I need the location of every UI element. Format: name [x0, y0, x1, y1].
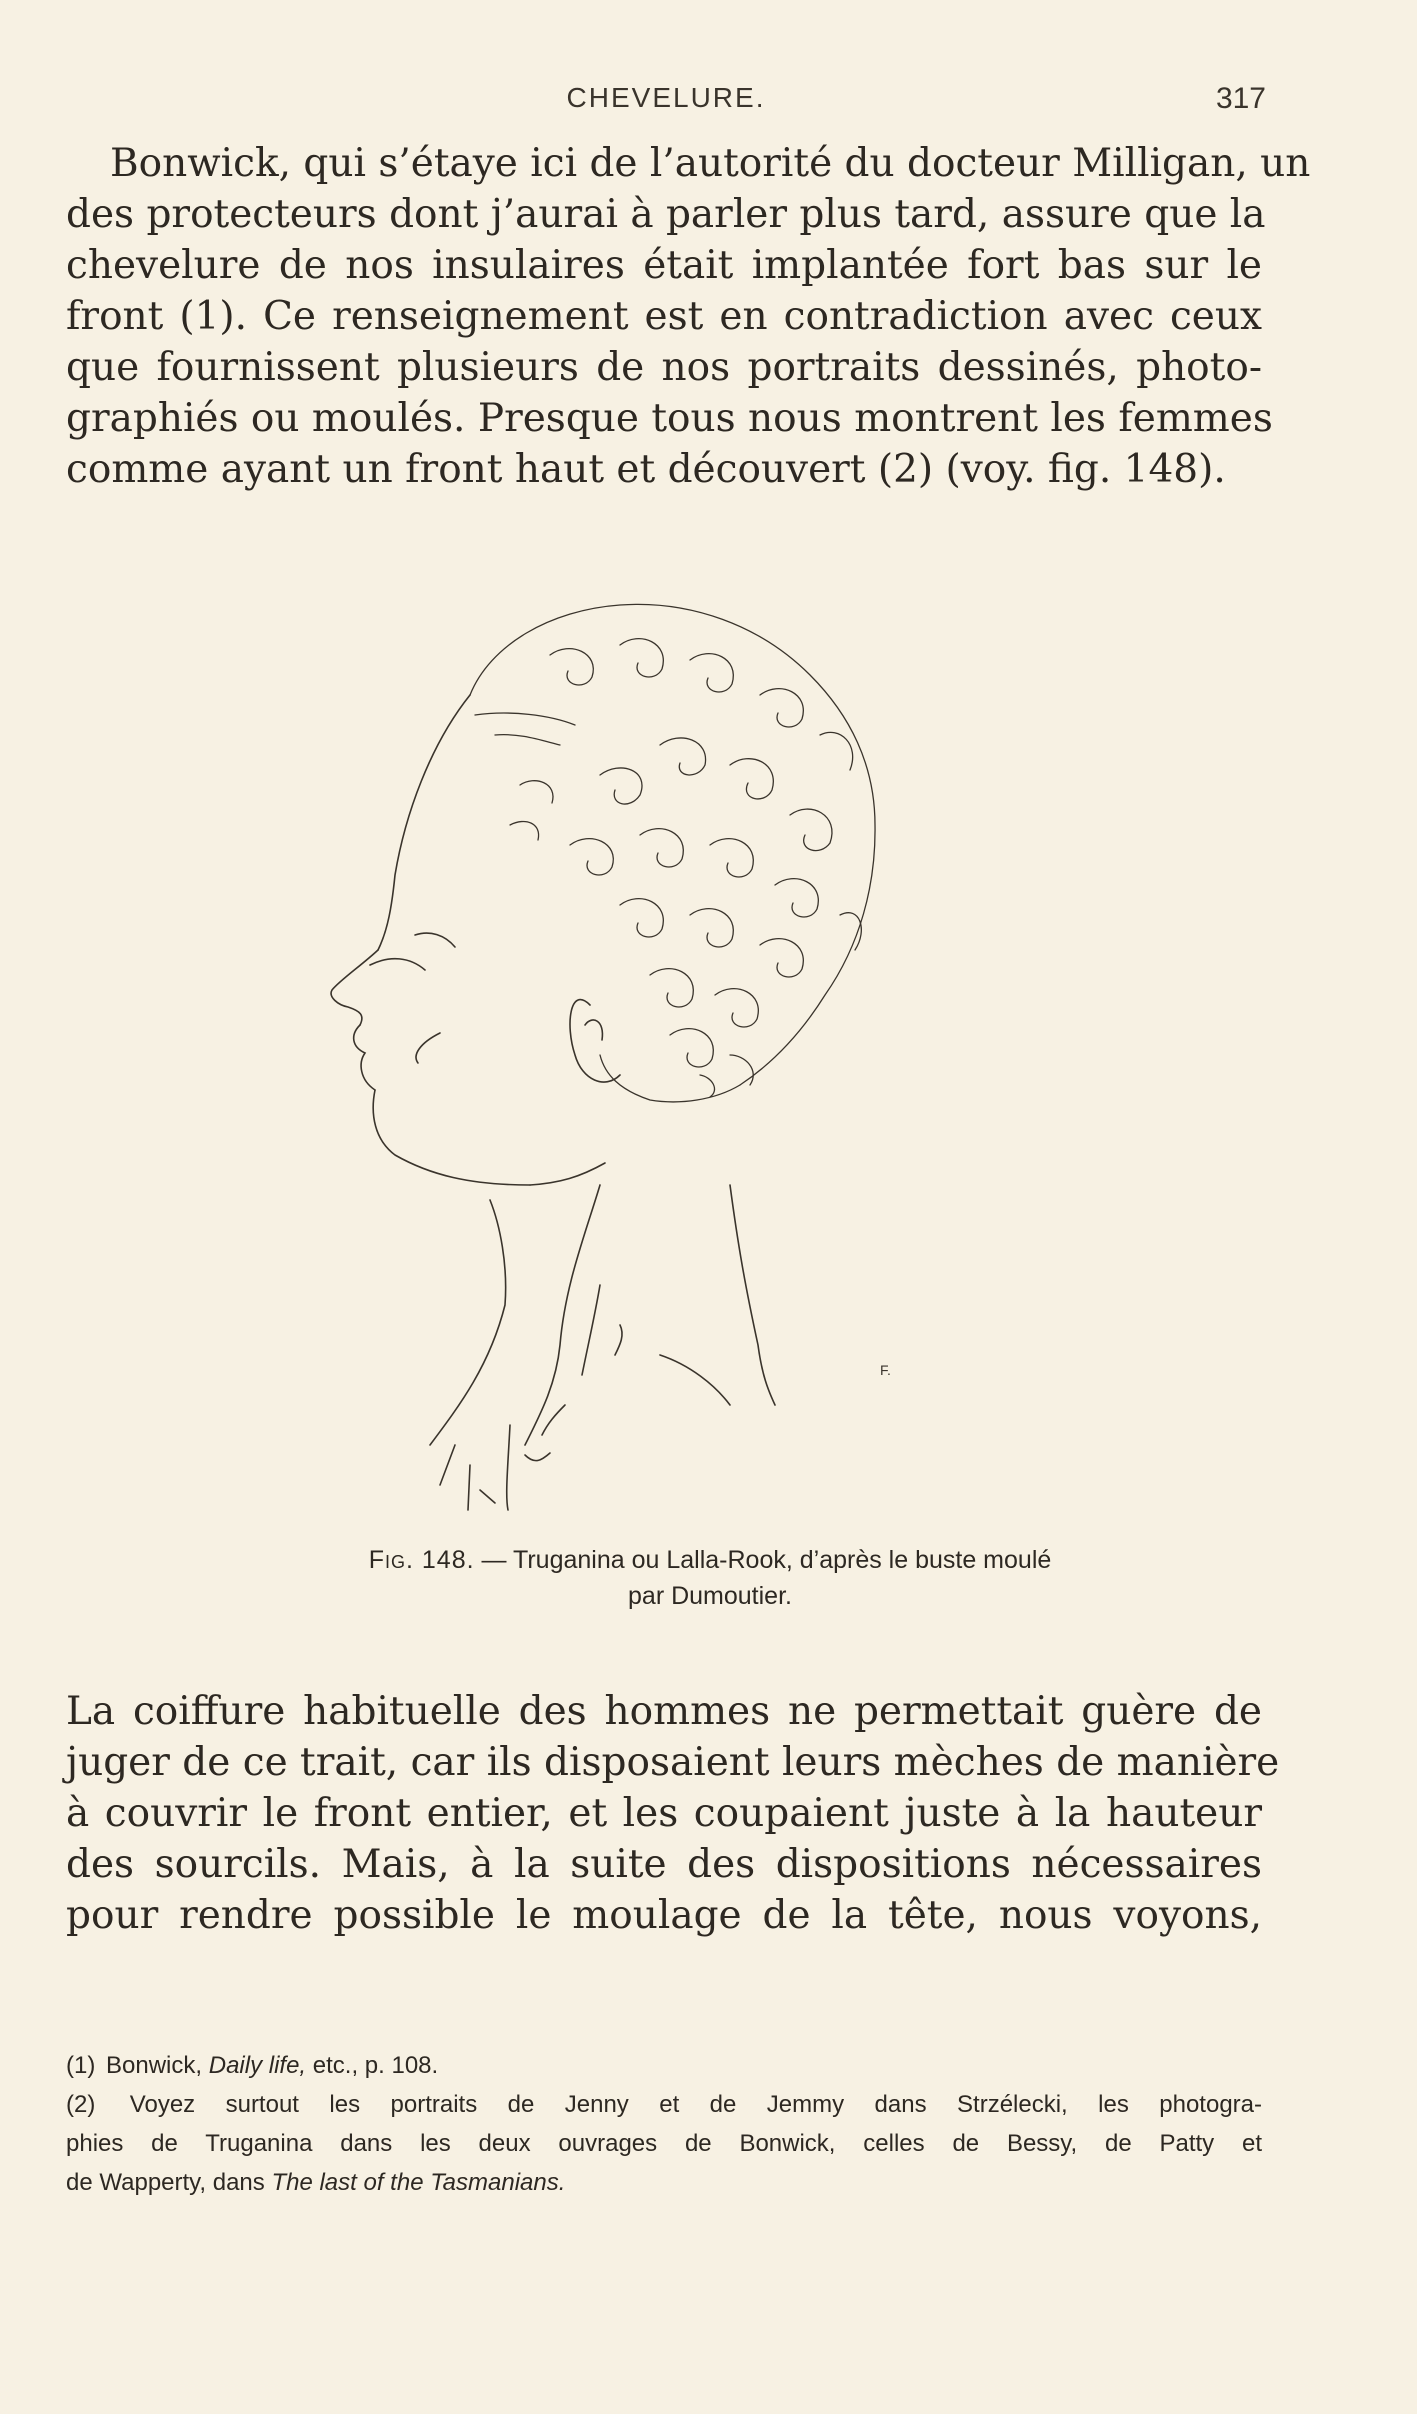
- footnote-number: (2): [66, 2091, 96, 2118]
- caption-text: — Truganina ou Lalla-Rook, d’après le buste moulé: [481, 1546, 1052, 1574]
- footnote-text: Voyez surtout les portraits de Jenny et de Jemmy dans Strzélecki, les photogra-: [129, 2091, 1263, 2118]
- text-line: comme ayant un front haut et découvert (2) (voy. fig. 148).: [66, 447, 1226, 492]
- running-title: CHEVELURE.: [566, 82, 766, 113]
- page-number: 317: [1215, 82, 1266, 115]
- text-line: que fournissent plusieurs de nos portraits dessinés, photo-: [66, 345, 1262, 390]
- ear: [570, 1000, 620, 1082]
- sculptor-signature: [880, 1362, 891, 1378]
- footnote-2: [66, 2085, 1262, 2124]
- text-line: chevelure de nos insulaires était implantée fort bas sur le: [66, 243, 1262, 288]
- profile-bust-illustration: [320, 585, 1000, 1515]
- caption-text-2: par Dumoutier.: [628, 1582, 792, 1610]
- footnote-number: (1): [66, 2052, 96, 2079]
- text-line: à couvrir le front entier, et les coupaient juste à la hauteur: [66, 1791, 1262, 1836]
- text-line: graphiés ou moulés. Presque tous nous montrent les femmes: [66, 396, 1273, 441]
- text-line: La coiffure habituelle des hommes ne permettait guère de: [66, 1689, 1262, 1734]
- neck-and-shoulders: [430, 1185, 775, 1510]
- text-line: front (1). Ce renseignement est en contradiction avec ceux: [66, 294, 1262, 339]
- curly-hair: [470, 604, 875, 1102]
- figure-label: Fig. 148.: [368, 1546, 475, 1574]
- text-line: pour rendre possible le moulage de la tête, nous voyons,: [66, 1893, 1262, 1938]
- footnote-text: de Wapperty, dans: [66, 2169, 265, 2196]
- footnote-2-continued: [66, 2124, 1262, 2163]
- text-line: des sourcils. Mais, à la suite des dispositions nécessaires: [66, 1842, 1262, 1887]
- footnotes: [66, 2046, 1262, 2202]
- face-outline: [331, 695, 605, 1185]
- footnote-book-title: The last of the Tasmanians.: [271, 2169, 566, 2196]
- footnote-text: etc., p. 108.: [312, 2052, 439, 2079]
- footnote-author: Bonwick,: [106, 2052, 203, 2079]
- text-line: des protecteurs dont j’aurai à parler plus tard, assure que la: [66, 192, 1266, 237]
- running-head: [66, 82, 1266, 122]
- footnote-1: [66, 2046, 1262, 2085]
- footnote-title: Daily life,: [208, 2052, 307, 2079]
- paragraph-1: [66, 138, 1311, 495]
- signature-text: F.: [880, 1362, 891, 1378]
- paragraph-2: [66, 1686, 1280, 1941]
- text-line: juger de ce trait, car ils disposaient leurs mèches de manière: [66, 1740, 1280, 1785]
- footnote-2-end: [66, 2163, 1262, 2202]
- footnote-text: phies de Truganina dans les deux ouvrages de Bonwick, celles de Bessy, de Patty et: [66, 2130, 1262, 2157]
- figure-caption: [190, 1542, 1230, 1614]
- text-line: Bonwick, qui s’étaye ici de l’autorité du docteur Milligan, un: [110, 141, 1311, 186]
